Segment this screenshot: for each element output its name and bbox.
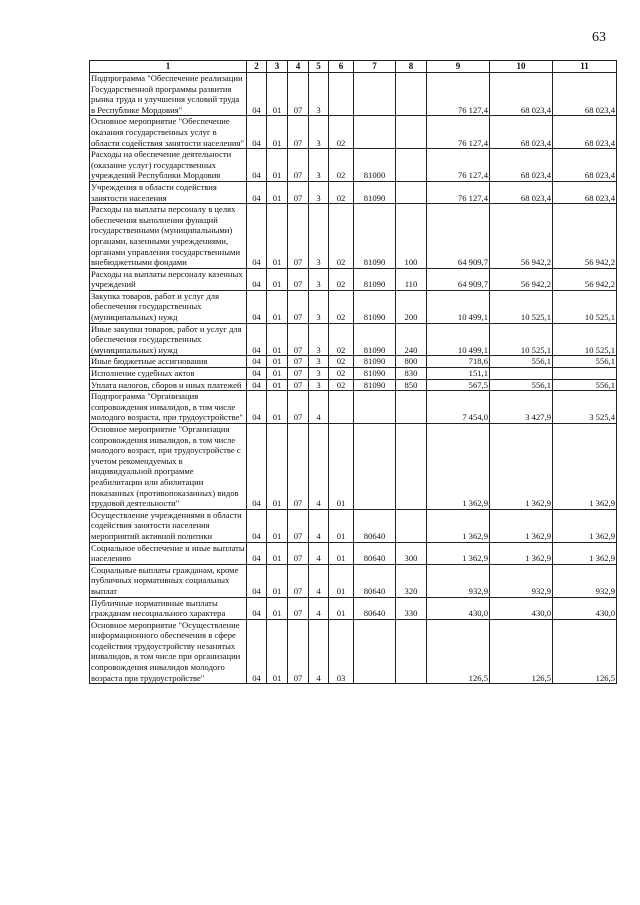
table-cell: 68 023,4 <box>490 181 553 203</box>
table-cell: 81090 <box>354 323 396 356</box>
table-cell: 10 499,1 <box>427 323 490 356</box>
table-cell: 320 <box>396 564 427 597</box>
table-cell: 07 <box>288 597 309 619</box>
header-cell: 7 <box>354 61 396 73</box>
table-cell: 3 <box>309 73 329 116</box>
table-cell <box>396 73 427 116</box>
table-cell: 80640 <box>354 509 396 542</box>
table-cell: 81090 <box>354 204 396 269</box>
table-cell: 126,5 <box>427 619 490 684</box>
table-row <box>90 323 617 356</box>
table-cell: 430,0 <box>490 597 553 619</box>
table-cell: 800 <box>396 356 427 368</box>
table-row <box>90 290 617 323</box>
row-name-cell: Закупка товаров, работ и услуг для обеспечения государственных (муниципальных) нужд <box>90 290 247 323</box>
table-cell: 03 <box>329 619 354 684</box>
table-cell: 3 <box>309 268 329 290</box>
table-cell: 64 909,7 <box>427 204 490 269</box>
table-cell <box>354 424 396 510</box>
table-cell: 1 362,9 <box>553 542 617 564</box>
table-cell: 81090 <box>354 379 396 391</box>
table-cell: 1 362,9 <box>490 424 553 510</box>
table-row <box>90 204 617 269</box>
table-cell: 07 <box>288 290 309 323</box>
row-name-cell: Основное мероприятие "Осуществление информационного обеспечения в сфере содействия трудоустройству незанятых инвалидов, в том числе при организации сопровождения инвалидов молодого возраста при трудоустройстве" <box>90 619 247 684</box>
table-cell: 1 362,9 <box>553 424 617 510</box>
table-cell: 68 023,4 <box>490 116 553 149</box>
table-cell: 04 <box>247 149 267 182</box>
table-cell: 02 <box>329 323 354 356</box>
table-cell: 300 <box>396 542 427 564</box>
table-cell: 1 362,9 <box>427 542 490 564</box>
table-cell: 04 <box>247 509 267 542</box>
table-cell: 01 <box>267 116 288 149</box>
table-cell <box>354 391 396 424</box>
table-cell: 02 <box>329 204 354 269</box>
table-cell: 56 942,2 <box>553 204 617 269</box>
table-cell: 4 <box>309 564 329 597</box>
row-name-cell: Расходы на выплаты персоналу казенных учреждений <box>90 268 247 290</box>
table-cell: 3 <box>309 149 329 182</box>
table-cell: 1 362,9 <box>553 509 617 542</box>
table-cell: 126,5 <box>553 619 617 684</box>
table-row <box>90 116 617 149</box>
table-cell: 4 <box>309 509 329 542</box>
table-cell: 04 <box>247 379 267 391</box>
table-row <box>90 509 617 542</box>
row-name-cell: Иные закупки товаров, работ и услуг для обеспечения государственных (муниципальных) нужд <box>90 323 247 356</box>
table-cell: 3 <box>309 116 329 149</box>
table-cell: 830 <box>396 368 427 380</box>
table-cell: 56 942,2 <box>490 204 553 269</box>
table-cell: 01 <box>267 268 288 290</box>
row-name-cell: Исполнение судебных актов <box>90 368 247 380</box>
table-cell: 07 <box>288 509 309 542</box>
table-cell <box>396 424 427 510</box>
table-cell: 3 <box>309 290 329 323</box>
table-row <box>90 356 617 368</box>
table-cell <box>396 619 427 684</box>
table-cell: 68 023,4 <box>553 149 617 182</box>
table-cell: 10 499,1 <box>427 290 490 323</box>
budget-table <box>89 60 617 684</box>
table-cell: 04 <box>247 356 267 368</box>
table-cell: 76 127,4 <box>427 73 490 116</box>
table-row <box>90 619 617 684</box>
table-cell <box>354 73 396 116</box>
table-cell: 68 023,4 <box>553 116 617 149</box>
header-cell: 3 <box>267 61 288 73</box>
table-row <box>90 73 617 116</box>
table-row <box>90 379 617 391</box>
table-cell: 4 <box>309 542 329 564</box>
table-cell: 01 <box>267 597 288 619</box>
table-cell: 3 <box>309 323 329 356</box>
row-name-cell: Подпрограмма "Обеспечение реализации Государственной программы развития рынка труда и улучшения условий труда в Республике Мордовия" <box>90 73 247 116</box>
table-cell: 01 <box>267 391 288 424</box>
table-cell: 718,6 <box>427 356 490 368</box>
table-cell: 10 525,1 <box>490 290 553 323</box>
table-cell: 01 <box>267 509 288 542</box>
table-row <box>90 597 617 619</box>
table-cell: 81090 <box>354 181 396 203</box>
row-name-cell: Основное мероприятие "Обеспечение оказания государственных услуг в области содействия занятости населения" <box>90 116 247 149</box>
table-cell: 04 <box>247 323 267 356</box>
row-name-cell: Расходы на выплаты персоналу в целях обеспечения выполнения функций государственными (муниципальными) органами, казенными учреждениями, органами управления государственными внебюджетными фондами <box>90 204 247 269</box>
table-cell: 68 023,4 <box>553 181 617 203</box>
table-cell: 80640 <box>354 597 396 619</box>
table-cell: 07 <box>288 424 309 510</box>
table-cell: 07 <box>288 379 309 391</box>
table-cell <box>396 509 427 542</box>
table-cell <box>553 368 617 380</box>
table-cell: 3 <box>309 368 329 380</box>
row-name-cell: Расходы на обеспечение деятельности (оказание услуг) государственных учреждений Республики Мордовия <box>90 149 247 182</box>
table-cell: 430,0 <box>427 597 490 619</box>
table-cell: 04 <box>247 181 267 203</box>
table-cell: 556,1 <box>553 379 617 391</box>
table-cell: 76 127,4 <box>427 149 490 182</box>
table-cell: 81090 <box>354 290 396 323</box>
table-cell: 01 <box>267 564 288 597</box>
table-cell: 07 <box>288 116 309 149</box>
row-name-cell: Уплата налогов, сборов и иных платежей <box>90 379 247 391</box>
table-cell: 81000 <box>354 149 396 182</box>
table-cell: 126,5 <box>490 619 553 684</box>
table-cell: 68 023,4 <box>490 149 553 182</box>
table-cell <box>396 181 427 203</box>
table-cell: 81090 <box>354 268 396 290</box>
table-cell: 04 <box>247 391 267 424</box>
table-cell: 01 <box>329 564 354 597</box>
table-cell: 3 427,9 <box>490 391 553 424</box>
table-cell: 01 <box>267 619 288 684</box>
table-cell: 556,1 <box>490 356 553 368</box>
table-cell: 01 <box>329 542 354 564</box>
table-cell: 151,1 <box>427 368 490 380</box>
table-row <box>90 181 617 203</box>
table-cell: 01 <box>267 290 288 323</box>
table-cell: 07 <box>288 368 309 380</box>
table-cell: 07 <box>288 323 309 356</box>
header-cell: 8 <box>396 61 427 73</box>
table-cell: 1 362,9 <box>427 509 490 542</box>
table-cell: 01 <box>267 73 288 116</box>
table-cell: 04 <box>247 597 267 619</box>
table-cell: 02 <box>329 149 354 182</box>
table-cell: 567,5 <box>427 379 490 391</box>
table-cell: 04 <box>247 290 267 323</box>
table-cell: 04 <box>247 116 267 149</box>
table-cell: 02 <box>329 268 354 290</box>
table-cell: 68 023,4 <box>490 73 553 116</box>
table-cell: 932,9 <box>553 564 617 597</box>
table-cell: 01 <box>267 379 288 391</box>
table-cell: 56 942,2 <box>490 268 553 290</box>
table-cell: 01 <box>267 424 288 510</box>
table-cell: 01 <box>329 597 354 619</box>
row-name-cell: Иные бюджетные ассигнования <box>90 356 247 368</box>
table-row <box>90 368 617 380</box>
table-cell: 07 <box>288 181 309 203</box>
header-cell: 5 <box>309 61 329 73</box>
table-cell: 02 <box>329 290 354 323</box>
table-cell: 10 525,1 <box>490 323 553 356</box>
table-cell: 04 <box>247 268 267 290</box>
row-name-cell: Подпрограмма "Организация сопровождения инвалидов, в том числе молодого возраста, при трудоустройстве" <box>90 391 247 424</box>
table-cell: 02 <box>329 181 354 203</box>
table-cell: 01 <box>267 181 288 203</box>
table-cell: 02 <box>329 116 354 149</box>
table-cell: 07 <box>288 268 309 290</box>
table-cell: 932,9 <box>490 564 553 597</box>
table-cell: 07 <box>288 149 309 182</box>
table-cell: 110 <box>396 268 427 290</box>
table-cell: 04 <box>247 204 267 269</box>
table-cell: 01 <box>267 368 288 380</box>
table-cell: 01 <box>267 356 288 368</box>
table-cell: 07 <box>288 391 309 424</box>
header-cell: 9 <box>427 61 490 73</box>
header-cell: 4 <box>288 61 309 73</box>
table-cell: 01 <box>329 509 354 542</box>
table-cell <box>329 391 354 424</box>
table-header-row <box>90 61 617 73</box>
table-cell: 07 <box>288 619 309 684</box>
table-cell: 01 <box>267 149 288 182</box>
table-cell: 07 <box>288 564 309 597</box>
row-name-cell: Социальное обеспечение и иные выплаты населению <box>91 542 245 564</box>
table-cell: 04 <box>247 542 267 564</box>
table-cell: 3 <box>309 181 329 203</box>
table-cell: 4 <box>309 597 329 619</box>
header-cell: 10 <box>490 61 553 73</box>
table-cell: 4 <box>309 391 329 424</box>
table-cell: 80640 <box>354 564 396 597</box>
row-name-cell: Учреждения в области содействия занятости населения <box>90 181 247 203</box>
table-cell: 3 <box>309 379 329 391</box>
table-cell: 07 <box>288 73 309 116</box>
table-cell: 68 023,4 <box>553 73 617 116</box>
table-cell: 64 909,7 <box>427 268 490 290</box>
table-cell: 07 <box>288 356 309 368</box>
table-cell: 330 <box>396 597 427 619</box>
table-cell <box>354 116 396 149</box>
table-cell: 02 <box>329 368 354 380</box>
table-cell: 01 <box>267 204 288 269</box>
table-cell: 3 <box>309 356 329 368</box>
row-name-cell: Социальные выплаты гражданам, кроме публичных нормативных социальных выплат <box>90 564 247 597</box>
table-cell: 04 <box>247 73 267 116</box>
row-name-cell: Основное мероприятие "Организация сопровождения инвалидов, в том числе молодого возраст, при трудоустройстве с учетом рекомендуемых в индивидуальной программе реабилитации или абилитации показанных (противопоказанных) видов трудовой деятельности" <box>90 424 247 510</box>
table-cell <box>329 73 354 116</box>
table-cell: 1 362,9 <box>490 509 553 542</box>
table-cell: 850 <box>396 379 427 391</box>
table-cell: 01 <box>329 424 354 510</box>
table-cell: 56 942,2 <box>553 268 617 290</box>
table-cell: 80640 <box>354 542 396 564</box>
table-cell: 04 <box>247 424 267 510</box>
table-cell: 200 <box>396 290 427 323</box>
header-cell: 11 <box>553 61 617 73</box>
table-cell: 240 <box>396 323 427 356</box>
table-cell: 81090 <box>354 356 396 368</box>
table-row <box>90 542 617 564</box>
table-cell: 10 525,1 <box>553 290 617 323</box>
table-row <box>90 391 617 424</box>
table-cell <box>396 149 427 182</box>
table-cell: 430,0 <box>553 597 617 619</box>
table-cell: 02 <box>329 379 354 391</box>
table-cell: 01 <box>267 542 288 564</box>
table-row <box>90 268 617 290</box>
table-cell: 04 <box>247 368 267 380</box>
table-cell: 3 <box>309 204 329 269</box>
table-cell: 02 <box>329 356 354 368</box>
table-row <box>90 149 617 182</box>
table-cell: 932,9 <box>427 564 490 597</box>
header-cell: 1 <box>90 61 247 73</box>
table-cell: 76 127,4 <box>427 116 490 149</box>
table-cell: 04 <box>247 619 267 684</box>
table-cell: 556,1 <box>490 379 553 391</box>
table-cell: 556,1 <box>553 356 617 368</box>
row-name-cell: Публичные нормативные выплаты гражданам несоциального характера <box>90 597 247 619</box>
table-cell: 1 362,9 <box>427 424 490 510</box>
header-cell: 6 <box>329 61 354 73</box>
table-cell: 81090 <box>354 368 396 380</box>
table-cell <box>396 391 427 424</box>
table-row <box>90 564 617 597</box>
table-cell: 100 <box>396 204 427 269</box>
table-cell <box>396 116 427 149</box>
table-cell <box>490 368 553 380</box>
table-cell: 10 525,1 <box>553 323 617 356</box>
header-cell: 2 <box>247 61 267 73</box>
table-cell <box>354 619 396 684</box>
table-cell: 76 127,4 <box>427 181 490 203</box>
page-number: 63 <box>592 30 606 45</box>
table-cell: 4 <box>309 619 329 684</box>
row-name-cell: Осуществление учреждениями в области содействия занятости населения мероприятий активной политики <box>90 509 247 542</box>
table-cell: 1 362,9 <box>490 542 553 564</box>
table-cell: 07 <box>288 542 309 564</box>
table-cell: 07 <box>288 204 309 269</box>
table-row <box>90 424 617 510</box>
table-cell: 01 <box>267 323 288 356</box>
table-cell: 7 454,0 <box>427 391 490 424</box>
table-cell: 4 <box>309 424 329 510</box>
table-cell: 04 <box>247 564 267 597</box>
table-cell: 3 525,4 <box>553 391 617 424</box>
